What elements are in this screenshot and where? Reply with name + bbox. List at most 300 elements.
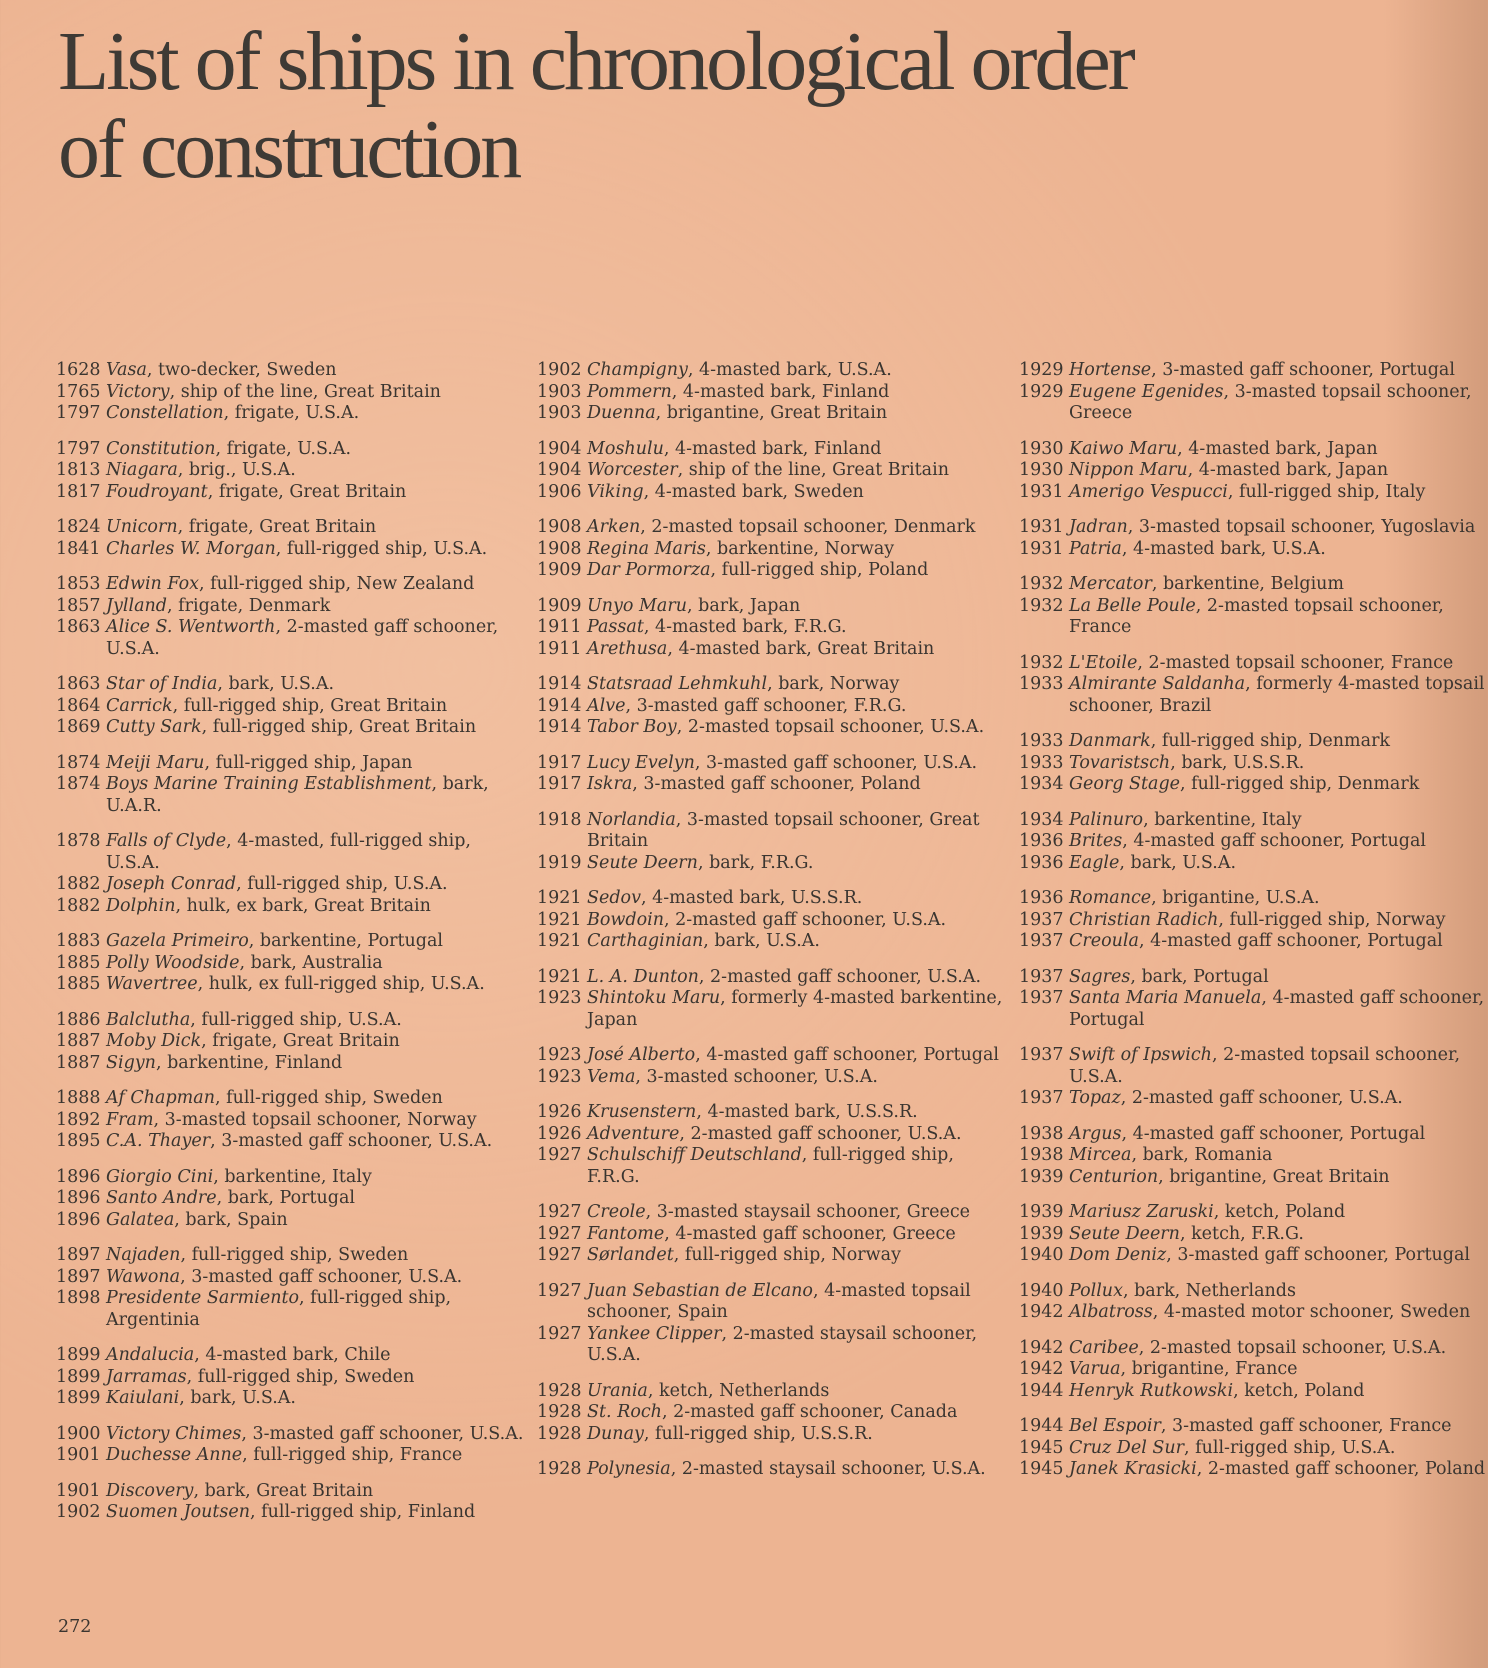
list-item xyxy=(537,888,1007,910)
list-item xyxy=(56,674,526,696)
ship-year: 1927 xyxy=(537,1223,582,1244)
ship-name: Af Chapman xyxy=(106,1088,215,1108)
ship-description: , 4-masted topsail schooner, Spain xyxy=(587,1280,971,1322)
ship-name: La Belle Poule xyxy=(1069,595,1196,616)
entry-group xyxy=(1019,1202,1488,1267)
ship-description: , 2-masted topsail schooner, France xyxy=(1069,595,1444,637)
list-item xyxy=(1019,1302,1488,1324)
entry-group xyxy=(537,674,1007,739)
ship-description: , formerly 4-masted topsail schooner, Brazil xyxy=(1069,674,1485,716)
ship-year: 1932 xyxy=(1019,652,1064,673)
ship-name: St. Roch xyxy=(587,1402,662,1422)
ship-name: Giorgio Cini xyxy=(106,1166,214,1187)
ship-year: 1824 xyxy=(56,517,101,537)
list-item xyxy=(1019,1145,1488,1167)
ship-name: Sedov xyxy=(587,888,641,908)
ship-name: Victory Chimes xyxy=(106,1423,242,1444)
ship-year: 1628 xyxy=(56,360,101,380)
ship-description: , bark, U.S.A. xyxy=(1119,852,1237,873)
ship-description: , brigantine, Great Britain xyxy=(655,403,888,423)
entry-group xyxy=(1019,360,1488,425)
entry-group xyxy=(1019,810,1488,875)
ship-year: 1841 xyxy=(56,538,101,559)
ship-year: 1901 xyxy=(56,1480,101,1501)
ship-year: 1940 xyxy=(1019,1245,1064,1265)
ship-name: Jarramas xyxy=(106,1366,187,1387)
ship-name: Champigny xyxy=(587,360,688,380)
list-item xyxy=(537,717,1007,739)
list-item xyxy=(56,1245,526,1267)
ship-description: , full-rigged ship, U.S.S.R. xyxy=(643,1423,873,1444)
list-item xyxy=(537,1124,1007,1146)
list-item xyxy=(56,574,526,596)
ship-year: 1927 xyxy=(537,1145,582,1165)
ship-description: , bark, U.S.A. xyxy=(703,931,820,951)
ship-description: , full-rigged ship, Japan xyxy=(204,752,413,773)
ship-year: 1904 xyxy=(537,438,582,459)
ship-year: 1940 xyxy=(1019,1280,1064,1301)
ship-name: Urania xyxy=(587,1380,648,1401)
ship-name: Wavertree xyxy=(106,974,198,994)
ship-name: Fantome xyxy=(587,1223,665,1244)
ship-year: 1903 xyxy=(537,403,582,423)
list-item xyxy=(537,439,1007,461)
ship-name: Varua xyxy=(1069,1359,1121,1379)
entry-group xyxy=(537,1202,1007,1267)
list-item xyxy=(56,617,526,660)
ship-name: Dom Deniz xyxy=(1069,1245,1167,1265)
ship-name: Cutty Sark xyxy=(106,717,202,737)
ship-name: Duchesse Anne xyxy=(106,1445,243,1465)
entry-group xyxy=(537,1381,1007,1446)
ship-description: , brigantine, France xyxy=(1120,1359,1298,1379)
ship-description: , bark, Great Britain xyxy=(193,1480,374,1501)
ship-year: 1928 xyxy=(537,1380,582,1401)
ship-description: , 4-masted bark, Japan xyxy=(1177,438,1378,459)
ship-year: 1938 xyxy=(1019,1145,1064,1165)
list-item xyxy=(56,1502,526,1524)
ship-year: 1932 xyxy=(1019,595,1064,616)
ship-name: Andalucia xyxy=(106,1345,195,1365)
list-item xyxy=(1019,1124,1488,1146)
ship-year: 1902 xyxy=(56,1502,101,1522)
ship-name: Discovery xyxy=(106,1480,194,1501)
entry-group xyxy=(56,1345,526,1410)
ship-description: , 4-masted, full-rigged ship, U.S.A. xyxy=(106,831,471,873)
ship-name: Creole xyxy=(587,1202,646,1222)
ship-description: , 2-masted gaff schooner, Poland xyxy=(1196,1459,1486,1479)
list-item xyxy=(1019,1416,1488,1438)
list-item xyxy=(1019,517,1488,539)
ship-name: Alve xyxy=(587,695,626,716)
ship-description: , 4-masted bark, Finland xyxy=(663,438,882,459)
list-item xyxy=(537,1381,1007,1403)
list-item xyxy=(56,1031,526,1053)
ship-name: Brites xyxy=(1069,831,1123,851)
ship-year: 1933 xyxy=(1019,731,1064,751)
ship-name: Bel Espoir xyxy=(1069,1416,1161,1436)
list-item xyxy=(1019,439,1488,461)
ship-description: , full-rigged ship, New Zealand xyxy=(198,574,475,594)
ship-year: 1817 xyxy=(56,481,101,502)
ship-name: Kaiulani xyxy=(106,1388,180,1408)
ship-name: Kaiwo Maru xyxy=(1069,438,1178,459)
ship-description: , bark, U.S.S.R. xyxy=(1170,752,1305,773)
ship-year: 1933 xyxy=(1019,674,1064,694)
list-item xyxy=(1019,853,1488,875)
ship-description: , 3-masted topsail schooner, Great Britain xyxy=(587,809,980,851)
list-item xyxy=(537,1245,1007,1267)
ship-description: , full-rigged ship, U.S.A. xyxy=(190,1009,402,1030)
ship-year: 1937 xyxy=(1019,909,1064,930)
entry-group xyxy=(537,596,1007,661)
ship-year: 1928 xyxy=(537,1402,582,1422)
list-item xyxy=(56,1010,526,1032)
ship-year: 1895 xyxy=(56,1131,101,1151)
list-item xyxy=(537,360,1007,382)
ship-year: 1917 xyxy=(537,774,582,794)
list-item xyxy=(537,539,1007,561)
ship-year: 1937 xyxy=(1019,1045,1064,1065)
ship-year: 1929 xyxy=(1019,360,1064,380)
ship-name: Vema xyxy=(587,1066,636,1087)
ship-name: Palinuro xyxy=(1069,809,1144,830)
ship-description: , 2-masted staysail schooner, U.S.A. xyxy=(670,1459,986,1479)
ship-name: Juan Sebastian de Elcano xyxy=(587,1280,813,1301)
ship-description: , 3-masted schooner, U.S.A. xyxy=(635,1066,878,1087)
ship-name: Danmark xyxy=(1069,731,1151,751)
ship-description: , full-rigged ship, F.R.G. xyxy=(587,1145,954,1187)
ship-year: 1898 xyxy=(56,1288,101,1308)
ship-year: 1900 xyxy=(56,1423,101,1444)
ship-name: Suomen Joutsen xyxy=(106,1502,251,1522)
ship-name: Viking xyxy=(587,481,644,502)
ship-name: Swift of Ipswich xyxy=(1069,1045,1212,1065)
ship-description: , full-rigged ship, France xyxy=(242,1445,463,1465)
ship-name: Mariusz Zaruski xyxy=(1069,1202,1214,1222)
ship-description: , 3-masted staysail schooner, Greece xyxy=(645,1202,970,1222)
ship-year: 1936 xyxy=(1019,852,1064,873)
list-item xyxy=(537,988,1007,1031)
ship-name: Patria xyxy=(1069,538,1122,559)
list-item xyxy=(56,1424,526,1446)
entry-group xyxy=(537,810,1007,875)
entry-group xyxy=(1019,731,1488,796)
ship-year: 1934 xyxy=(1019,774,1064,794)
list-item xyxy=(56,696,526,718)
ship-description: , 4-masted gaff schooner, Portugal xyxy=(695,1045,999,1065)
list-item xyxy=(537,1145,1007,1188)
entry-group xyxy=(1019,1045,1488,1110)
entry-group xyxy=(1019,1281,1488,1324)
list-item xyxy=(56,1210,526,1232)
list-item xyxy=(1019,1245,1488,1267)
list-item xyxy=(56,1445,526,1467)
ship-name: Wawona xyxy=(106,1266,181,1287)
list-item xyxy=(1019,888,1488,910)
ship-description: , full-rigged ship, Norway xyxy=(673,1245,901,1265)
ship-name: Statsraad Lehmkuhl xyxy=(587,674,768,694)
ship-name: Niagara xyxy=(106,460,178,480)
ship-year: 1765 xyxy=(56,381,101,402)
ship-name: L'Etoile xyxy=(1069,652,1138,673)
ship-description: , 2-masted gaff schooner, U.S.A. xyxy=(663,909,947,930)
list-item xyxy=(537,1067,1007,1089)
list-item xyxy=(56,1088,526,1110)
ship-year: 1932 xyxy=(1019,574,1064,594)
ship-name: Boys Marine Training Establishment xyxy=(106,774,432,794)
list-item xyxy=(56,1481,526,1503)
ship-name: Santo Andre xyxy=(106,1188,217,1208)
entry-group xyxy=(56,439,526,504)
ship-name: Unyo Maru xyxy=(587,595,687,616)
list-item xyxy=(56,1188,526,1210)
ship-name: Cruz Del Sur xyxy=(1069,1437,1184,1458)
list-item xyxy=(537,1281,1007,1324)
ship-year: 1903 xyxy=(537,381,582,402)
entry-group xyxy=(537,1281,1007,1367)
list-item xyxy=(1019,382,1488,425)
ship-description: , 3-masted gaff schooner, F.R.G. xyxy=(625,695,907,716)
ship-year: 1797 xyxy=(56,403,101,423)
ship-description: , ketch, Poland xyxy=(1213,1202,1346,1222)
ship-year: 1923 xyxy=(537,1066,582,1087)
ship-description: , 4-masted bark, Sweden xyxy=(643,481,864,502)
list-item xyxy=(537,1402,1007,1424)
list-item xyxy=(537,1202,1007,1224)
ship-description: , 2-masted topsail schooner, U.S.A. xyxy=(1069,1045,1461,1087)
ship-year: 1909 xyxy=(537,595,582,616)
ship-year: 1899 xyxy=(56,1388,101,1408)
ship-year: 1878 xyxy=(56,831,101,851)
ship-name: Janek Krasicki xyxy=(1069,1459,1197,1479)
ship-description: , hulk, ex full-rigged ship, U.S.A. xyxy=(197,974,485,994)
ship-description: , 4-masted gaff schooner, Portugal xyxy=(1121,1123,1426,1144)
ship-description: , frigate, U.S.A. xyxy=(215,438,352,459)
list-item xyxy=(56,717,526,739)
ship-name: Passat xyxy=(587,617,644,637)
ship-description: , full-rigged ship, Italy xyxy=(1227,481,1426,502)
ship-description: , full-rigged ship, U.S.A. xyxy=(236,874,448,894)
ship-name: Charles W. Morgan xyxy=(106,538,276,559)
ship-description: , two-decker, Sweden xyxy=(146,360,337,380)
ship-description: , 4-masted bark, U.S.A. xyxy=(687,360,892,380)
ship-name: Gazela Primeiro xyxy=(106,931,249,951)
entry-group xyxy=(56,1167,526,1232)
ship-description: , hulk, ex bark, Great Britain xyxy=(175,895,431,916)
list-item xyxy=(1019,753,1488,775)
list-item xyxy=(537,1102,1007,1124)
ship-description: , frigate, Denmark xyxy=(167,595,331,616)
ship-year: 1896 xyxy=(56,1166,101,1187)
ship-description: , full-rigged ship, U.S.A. xyxy=(275,538,488,559)
ship-name: Sørlandet xyxy=(587,1245,674,1265)
ship-description: , 4-masted bark, F.R.G. xyxy=(643,617,847,637)
ship-name: Iskra xyxy=(587,774,633,794)
list-item xyxy=(1019,1088,1488,1110)
ship-name: Joseph Conrad xyxy=(106,874,237,894)
ship-year: 1923 xyxy=(537,1045,582,1065)
ship-name: Alice S. Wentworth xyxy=(106,617,276,637)
ship-year: 1857 xyxy=(56,595,101,616)
ship-name: Argus xyxy=(1069,1123,1122,1144)
ship-name: Arethusa xyxy=(587,638,668,659)
ship-name: Henryk Rutkowski xyxy=(1069,1380,1234,1401)
ship-name: Almirante Saldanha xyxy=(1069,674,1246,694)
ship-description: , ship of the line, Great Britain xyxy=(677,460,949,480)
list-item xyxy=(537,617,1007,639)
ship-description: , 2-masted topsail schooner, Denmark xyxy=(640,517,976,537)
ship-name: Foudroyant xyxy=(106,481,208,502)
ship-name: Arken xyxy=(587,517,641,537)
ship-year: 1931 xyxy=(1019,538,1064,559)
ship-description: , barkentine, Finland xyxy=(155,1052,343,1073)
ship-description: , 3-masted gaff schooner, U.S.A. xyxy=(180,1266,463,1287)
entry-group xyxy=(1019,1124,1488,1189)
ship-description: , ketch, Poland xyxy=(1233,1380,1365,1401)
ship-description: , 4-masted gaff schooner, Portugal xyxy=(1122,831,1426,851)
ship-description: , brig., U.S.A. xyxy=(177,460,296,480)
ship-description: , full-rigged ship, Denmark xyxy=(1150,731,1391,751)
list-item xyxy=(537,639,1007,661)
page-number: 272 xyxy=(58,1617,92,1637)
list-item xyxy=(56,1167,526,1189)
list-item xyxy=(537,696,1007,718)
ship-name: Pommern xyxy=(587,381,672,402)
ship-year: 1927 xyxy=(537,1202,582,1222)
list-item xyxy=(56,753,526,775)
entry-group xyxy=(56,674,526,739)
list-item xyxy=(537,403,1007,425)
ship-description: , 4-masted gaff schooner, Portugal xyxy=(1138,931,1443,951)
list-item xyxy=(56,974,526,996)
list-item xyxy=(1019,360,1488,382)
ship-year: 1914 xyxy=(537,717,582,737)
ship-description: , 3-masted gaff schooner, U.S.A. xyxy=(241,1423,524,1444)
ship-name: Presidente Sarmiento xyxy=(106,1288,300,1308)
ship-description: , full-rigged ship, Argentinia xyxy=(106,1288,452,1330)
ship-name: Adventure xyxy=(587,1123,680,1144)
list-item xyxy=(1019,731,1488,753)
list-item xyxy=(537,853,1007,875)
ship-description: , 3-masted gaff schooner, U.S.A. xyxy=(210,1131,493,1151)
ship-name: Worcester xyxy=(587,460,678,480)
ship-year: 1927 xyxy=(537,1323,582,1344)
ship-year: 1945 xyxy=(1019,1459,1064,1479)
ship-year: 1936 xyxy=(1019,888,1064,908)
ship-name: Topaz xyxy=(1069,1088,1121,1108)
ship-year: 1885 xyxy=(56,952,101,973)
ship-description: , 4-masted bark, U.S.S.R. xyxy=(640,888,863,908)
ship-year: 1863 xyxy=(56,674,101,694)
list-item xyxy=(1019,674,1488,717)
ship-year: 1914 xyxy=(537,674,582,694)
list-item xyxy=(56,831,526,874)
ship-name: Polynesia xyxy=(587,1459,671,1479)
ship-name: Constitution xyxy=(106,438,216,459)
ship-name: Carrick xyxy=(106,695,173,716)
ship-name: Hortense xyxy=(1069,360,1152,380)
list-item xyxy=(56,439,526,461)
ship-name: Caribee xyxy=(1069,1337,1139,1358)
ship-description: , brigantine, Great Britain xyxy=(1158,1166,1390,1187)
list-item xyxy=(537,517,1007,539)
ship-description: , 4-masted bark, Japan xyxy=(1187,460,1389,480)
ship-year: 1939 xyxy=(1019,1166,1064,1187)
list-item xyxy=(56,1053,526,1075)
ship-name: Balclutha xyxy=(106,1009,191,1030)
ship-year: 1942 xyxy=(1019,1337,1064,1358)
ship-name: Seute Deern xyxy=(587,852,698,873)
ship-year: 1930 xyxy=(1019,438,1064,459)
ship-year: 1874 xyxy=(56,752,101,773)
list-item xyxy=(56,896,526,918)
ship-description: , full-rigged ship, Great Britain xyxy=(172,695,448,716)
ship-name: Krusenstern xyxy=(587,1102,697,1122)
ship-year: 1908 xyxy=(537,538,582,559)
list-item xyxy=(1019,1281,1488,1303)
list-item xyxy=(1019,1045,1488,1088)
ship-description: , 3-masted gaff schooner, Portugal xyxy=(1151,360,1455,380)
ship-year: 1899 xyxy=(56,1345,101,1365)
ship-name: Polly Woodside xyxy=(106,952,240,973)
ship-year: 1927 xyxy=(537,1280,582,1301)
ship-year: 1887 xyxy=(56,1031,101,1051)
ship-year: 1917 xyxy=(537,752,582,773)
list-item xyxy=(56,931,526,953)
ship-year: 1864 xyxy=(56,695,101,716)
ship-year: 1886 xyxy=(56,1009,101,1030)
ship-description: , full-rigged ship, Denmark xyxy=(1180,774,1420,794)
ship-description: , barkentine, Norway xyxy=(705,538,895,559)
ship-year: 1888 xyxy=(56,1088,101,1108)
list-item xyxy=(1019,460,1488,482)
column-3 xyxy=(1019,360,1488,1495)
ship-year: 1901 xyxy=(56,1445,101,1465)
ship-description: , frigate, Great Britain xyxy=(207,481,407,502)
ship-name: Pollux xyxy=(1069,1280,1123,1301)
ship-name: Dolphin xyxy=(106,895,176,916)
ship-description: , bark, Japan xyxy=(687,595,801,616)
ship-year: 1904 xyxy=(537,460,582,480)
list-item xyxy=(537,1045,1007,1067)
ship-description: , full-rigged ship, Finland xyxy=(250,1502,476,1522)
ship-year: 1918 xyxy=(537,809,582,830)
entry-group xyxy=(537,360,1007,425)
list-item xyxy=(56,482,526,504)
list-item xyxy=(1019,931,1488,953)
entry-group xyxy=(537,753,1007,796)
list-item xyxy=(1019,1438,1488,1460)
ship-description: , bark, Spain xyxy=(174,1209,288,1230)
ship-year: 1939 xyxy=(1019,1202,1064,1222)
ship-year: 1923 xyxy=(537,988,582,1008)
ship-description: , full-rigged ship, Sweden xyxy=(186,1366,415,1387)
list-item xyxy=(56,1288,526,1331)
ship-description: , 2-masted topsail schooner, U.S.A. xyxy=(676,717,985,737)
ship-year: 1909 xyxy=(537,560,582,580)
entry-group xyxy=(56,931,526,996)
ship-year: 1921 xyxy=(537,931,582,951)
list-item xyxy=(1019,774,1488,796)
ship-year: 1939 xyxy=(1019,1223,1064,1244)
list-item xyxy=(537,482,1007,504)
entry-group xyxy=(1019,653,1488,718)
ship-name: Vasa xyxy=(106,360,147,380)
entry-group xyxy=(1019,439,1488,504)
ship-name: Centurion xyxy=(1069,1166,1159,1187)
list-item xyxy=(1019,1459,1488,1481)
